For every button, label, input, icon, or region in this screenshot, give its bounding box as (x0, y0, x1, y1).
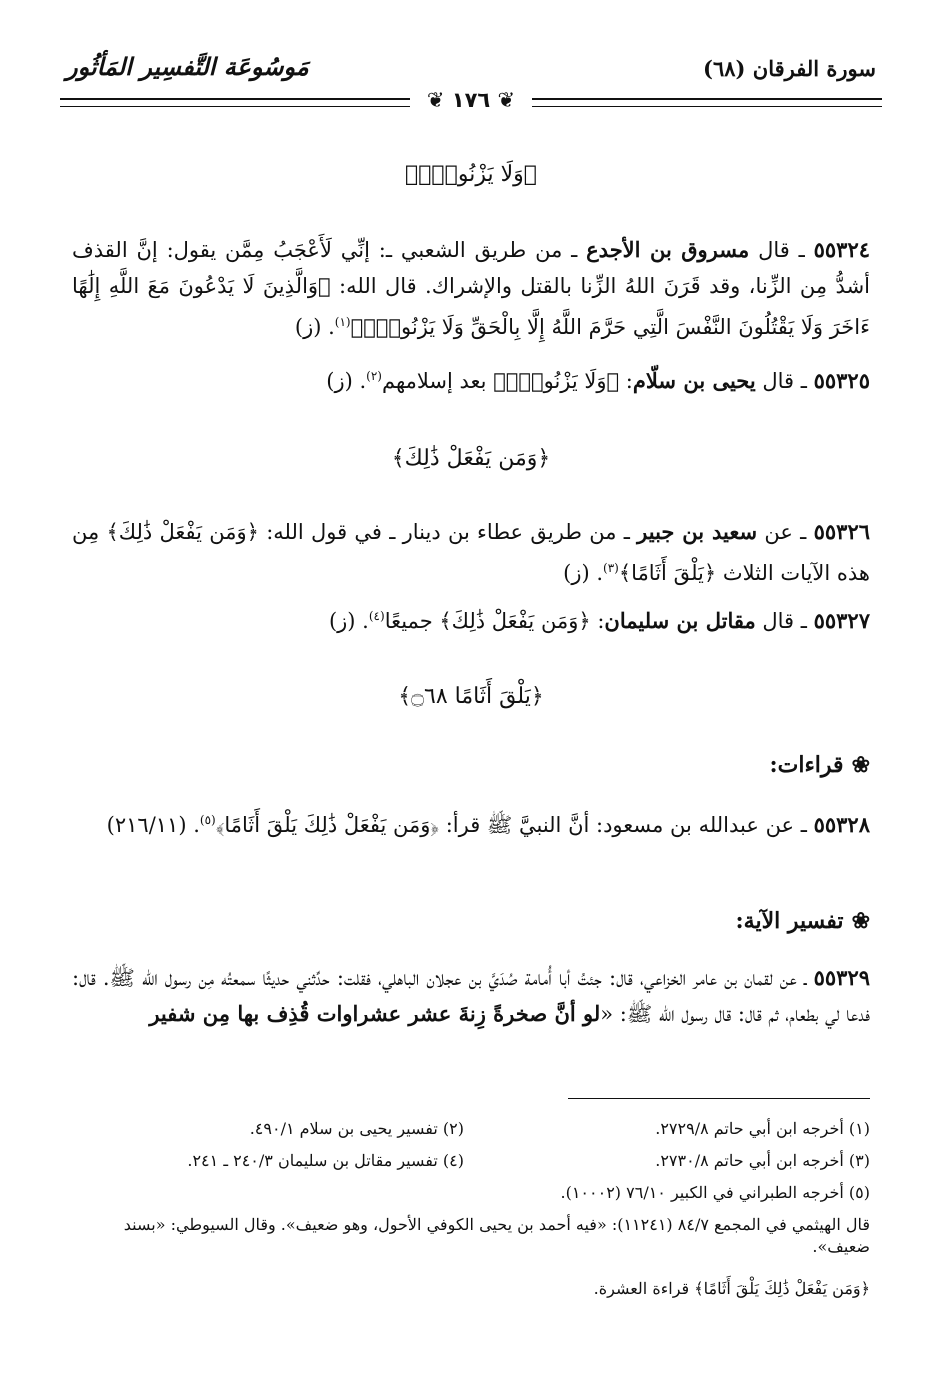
narration-55328 (72, 802, 870, 843)
narration-55324 (72, 232, 870, 345)
narration-text: ـ من طريق الشعبي ـ: إنِّي لَأَعْجَبُ مِمَّن يقول: إنَّ القذف أشدُّ مِن الزِّنا، وقد قَرَنَ اللهُ الزِّنا بالقتل والإشراك. قال الله: ﴿وَالَّذِينَ لَا يَدْعُونَ مَعَ اللَّهِ إِلَٰهًا ءَاخَرَ وَلَا يَقْتُلُونَ النَّفْسَ الَّتِي حَرَّمَ اللَّهُ إِلَّا بِالْحَقِّ وَلَا يَزْنُونَۚ﴾ (72, 238, 870, 339)
narration-text: ـ من طريق عطاء بن دينار ـ في قول الله: ﴿وَمَن يَفْعَلْ ذَٰلِكَ﴾ مِن هذه الآيات الثلاث ﴿يَلْقَ أَثَامًا﴾ (72, 520, 870, 585)
narration-text: ـ عن لقمان بن عامر الخزاعي، قال: جئتُ أبا أُمامة صُدَيَّ بن عجلان الباهلي، فقلت: حدِّثني حديثًا سمعتُه مِن رسول الله ﷺ. قال: فدعا لي بطعام، ثم قال: قال رسول الله ﷺ: « (72, 966, 870, 1026)
footnote-3: (٣) أخرجه ابن أبي حاتم ٢٧٣٠/٨. (655, 1151, 870, 1170)
flower-icon: ❀ (851, 752, 870, 778)
footnote-5: (٥) أخرجه الطبراني في الكبير ٧٦/١٠ (١٠٠٠٢). (560, 1183, 870, 1202)
narration-number: ٥٥٣٢٧ (813, 608, 870, 633)
narration-text: ـ قال (755, 369, 814, 393)
footnote-4: (٤) تفسير مقاتل بن سليمان ٢٤٠/٣ ـ ٢٤١. (187, 1151, 464, 1170)
verse-heading-3: ﴿يَلْقَ أَثَامًا ۝٦٨﴾ (398, 684, 544, 709)
verse-heading-2: ﴿وَمَن يَفْعَلْ ذَٰلِكَ﴾ (391, 446, 551, 471)
footnote-ref: (٢) (366, 369, 382, 383)
narration-number: ٥٥٣٢٦ (813, 519, 871, 544)
narration-number: ٥٥٣٢٨ (813, 812, 870, 837)
narration-55329 (72, 960, 870, 1032)
rule-right (532, 98, 882, 107)
narration-text: ـ قال (755, 609, 814, 633)
source-tag: . (ز) (563, 561, 604, 585)
narrator-name: مقاتل بن سليمان (604, 608, 756, 633)
page-number-wrap: ❦ ١٧٦ ❦ (426, 88, 516, 112)
flower-icon: ❀ (851, 908, 870, 934)
narrator-name: يحيى بن سلّام (632, 368, 756, 393)
qiraat-heading (770, 752, 871, 778)
narration-55325 (72, 358, 870, 399)
tafsir-title: تفسير الآية: (735, 908, 844, 934)
narration-number: ٥٥٣٢٩ (813, 965, 871, 990)
source-tag: . (ز) (326, 369, 367, 393)
footnote-7: ﴿وَمَن يَفْعَلْ ذَٰلِكَ يَلْقَ أَثَامًا﴾ قراءة العشرة. (593, 1279, 870, 1298)
footnote-ref: (١) (334, 315, 351, 329)
qiraat-title: قراءات: (769, 752, 844, 778)
footnote-ref: (٤) (368, 609, 385, 623)
narration-text: : ﴿وَمَن يَفْعَلْ ذَٰلِكَ﴾ جميعًا (384, 609, 605, 633)
surah-title: سورة الفرقان (٦٨) (703, 56, 876, 81)
page-number: ١٧٦ (451, 88, 491, 112)
narration-55327 (72, 598, 870, 639)
tafsir-heading (736, 908, 870, 934)
hadith-text: لو أنَّ صخرةً زِنةَ عشر عشراوات قُذِف بها مِن شفير (149, 1001, 601, 1026)
footnote-ref: (٣) (603, 561, 619, 575)
source-tag: . (٢١٦/١١) (106, 813, 200, 837)
narrator-name: سعيد بن جبير (637, 519, 758, 544)
footnote-1: (١) أخرجه ابن أبي حاتم ٢٧٢٩/٨. (655, 1119, 870, 1138)
footnote-2: (٢) تفسير يحيى بن سلام ٤٩٠/١. (249, 1119, 464, 1138)
narration-number: ٥٥٣٢٤ (813, 237, 871, 262)
verse-heading-1: ﴿وَلَا يَزْنُونَۚ﴾ (405, 162, 537, 187)
narrator-name: مسروق بن الأجدع (586, 237, 750, 262)
narration-number: ٥٥٣٢٥ (813, 368, 870, 393)
footnote-rule (568, 1098, 870, 1099)
narration-text: : ﴿وَلَا يَزْنُونَۚ﴾ بعد إسلامهم (381, 369, 633, 393)
rule-left (60, 98, 410, 107)
source-tag: . (ز) (294, 315, 335, 339)
narration-text: ـ عن (757, 520, 814, 544)
narration-text: ـ قال (749, 238, 814, 262)
footnote-6: قال الهيثمي في المجمع ٨٤/٧ (١١٢٤١): «فيه أحمد بن يحيى الكوفي الأحول، وهو ضعيف». وقال السيوطي: «بسند ضعيف». (123, 1215, 870, 1256)
header-rule (60, 88, 882, 114)
footnote-ref: (٥) (199, 813, 216, 827)
source-tag: . (ز) (328, 609, 369, 633)
narration-text: ـ عن عبدالله بن مسعود: أنَّ النبيَّ ﷺ قرأ: ﴿وَمَن يَفْعَلْ ذَٰلِكَ يَلْقَ أَثَامًا﴾ (215, 813, 814, 837)
narration-55326 (72, 514, 870, 591)
book-title: مَوسُوعَة التَّفسِير المَأثُور (66, 52, 309, 81)
